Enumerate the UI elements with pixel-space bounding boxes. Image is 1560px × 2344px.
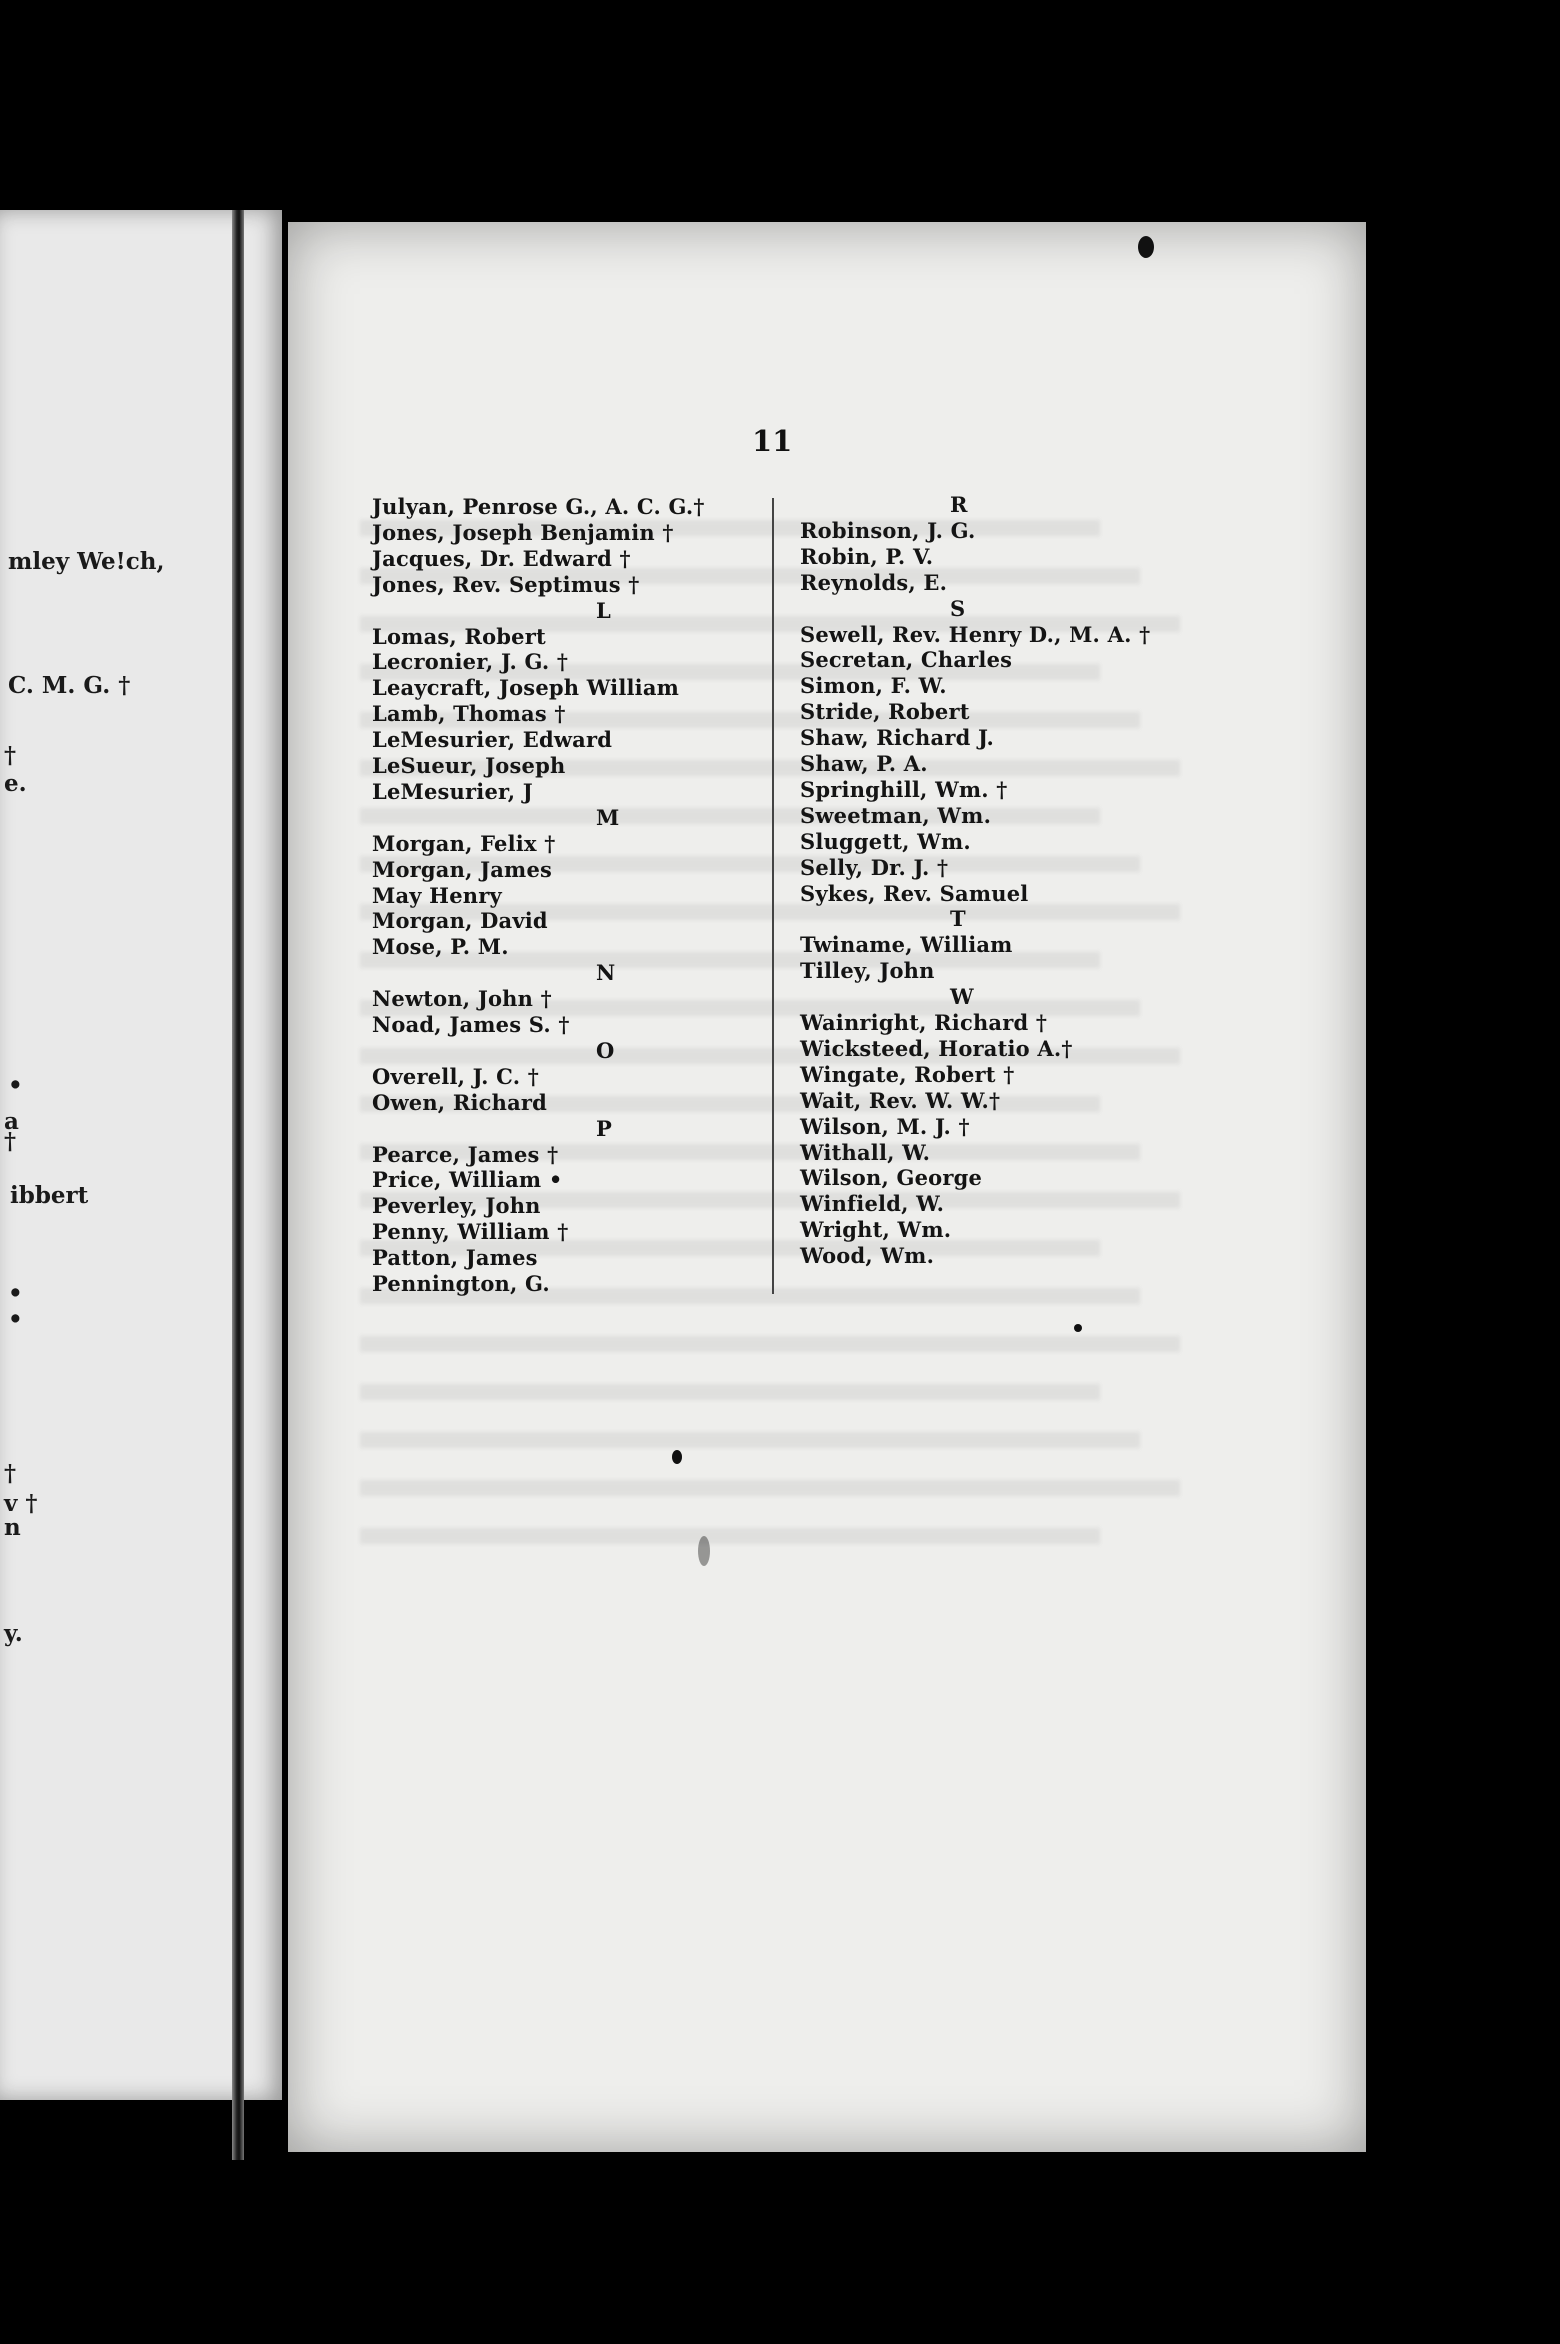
ink-speck [698,1536,710,1566]
name-entry: Owen, Richard [372,1089,548,1115]
column-divider [772,498,774,1294]
section-letter: M [596,804,620,830]
name-entry: Penny, William † [372,1219,569,1245]
section-letter: P [596,1115,612,1141]
section-letter: S [950,595,966,621]
name-entry: Simon, F. W. [800,673,947,699]
name-entry: Pearce, James † [372,1141,559,1167]
section-letter: W [950,984,974,1010]
name-entry: Julyan, Penrose G., A. C. G.† [372,494,705,519]
name-entry: Robinson, J. G. [800,517,976,543]
name-entry: Shaw, P. A. [800,751,928,776]
name-entry: May Henry [372,882,502,908]
left-page-fragment-text: • [8,1306,23,1333]
name-entry: Wainright, Richard † [800,1010,1048,1035]
name-entry: LeMesurier, J [372,778,533,804]
name-entry: Mose, P. M. [372,934,509,960]
name-entry: Winfield, W. [800,1191,945,1217]
name-entry: Newton, John † [372,986,552,1012]
name-entry: Jacques, Dr. Edward † [372,545,631,571]
name-entry: Shaw, Richard J. [800,725,994,751]
name-entry: Wright, Wm. [800,1217,952,1243]
section-letter: O [596,1037,615,1063]
name-entry: LeSueur, Joseph [372,753,566,778]
section-letter: R [950,492,968,517]
name-entry: Overell, J. C. † [372,1063,539,1089]
page-number: 11 [752,424,793,458]
name-entry: Sykes, Rev. Samuel [800,880,1029,906]
name-entry: Jones, Rev. Septimus † [372,571,640,597]
name-entry: Lamb, Thomas † [372,701,566,727]
name-entry: Leaycraft, Joseph William [372,675,680,701]
name-entry: Sluggett, Wm. [800,828,971,854]
name-entry: Sweetman, Wm. [800,802,992,828]
name-entry: Reynolds, E. [800,569,948,595]
name-entry: Springhill, Wm. † [800,776,1008,802]
name-entry: Wood, Wm. [800,1243,935,1269]
book-spine [232,210,244,2160]
name-entry: Wingate, Robert † [800,1061,1015,1087]
left-page-fragment-text: † [4,742,17,769]
left-page-fragment-text: v † [4,1490,38,1517]
left-page-fragment-text: ibbert [10,1182,89,1209]
left-page-fragment-text: C. M. G. † [8,672,131,699]
name-entry: Withall, W. [800,1139,931,1165]
bleed-line [360,1384,1100,1400]
ink-speck [1138,236,1154,258]
name-entry: Morgan, James [372,856,553,882]
name-entry: Pennington, G. [372,1271,550,1296]
name-entry: Price, William • [372,1167,563,1193]
left-page-fragment-text: e. [4,770,27,797]
left-page-fragment-text: • [8,1072,23,1099]
name-entry: Lecronier, J. G. † [372,649,569,675]
bleed-line [360,1432,1140,1448]
bleed-line [360,1480,1180,1496]
left-page-fragment-text: n [4,1514,21,1541]
name-entry: Wicksteed, Horatio A.† [800,1035,1073,1061]
section-letter: N [596,960,616,986]
name-entry: Patton, James [372,1245,538,1271]
bleed-line [360,1528,1100,1544]
name-entry: Jones, Joseph Benjamin † [372,519,674,545]
name-entry: Wilson, M. J. † [800,1113,970,1139]
name-entry: Noad, James S. † [372,1012,570,1037]
name-entry: Twiname, William [800,932,1013,958]
name-entry: Tilley, John [800,958,935,984]
left-page-fragment-text: • [8,1280,23,1307]
ink-speck [672,1450,682,1464]
left-page-fragment-text: a [4,1108,19,1135]
bleed-line [360,1336,1180,1352]
name-entry: Sewell, Rev. Henry D., M. A. † [800,621,1151,647]
left-page-fragment-text: mley We!ch, [8,548,165,575]
name-entry: Morgan, Felix † [372,830,556,856]
ink-speck [1074,1324,1082,1332]
left-page-fragment-text: y. [4,1620,23,1647]
name-entry: Wait, Rev. W. W.† [800,1087,1001,1113]
left-page-fragment-text: † [4,1460,17,1487]
name-entry: Wilson, George [800,1165,983,1191]
section-letter: T [950,906,966,932]
name-entry: Stride, Robert [800,699,970,725]
name-entry: Lomas, Robert [372,623,546,649]
name-entry: Robin, P. V. [800,543,934,569]
name-entry: Secretan, Charles [800,647,1013,673]
left-page-fragment-text: † [4,1128,17,1155]
name-entry: Peverley, John [372,1193,541,1219]
name-entry: Morgan, David [372,908,548,934]
name-entry: Selly, Dr. J. † [800,854,949,880]
section-letter: L [596,597,611,623]
name-entry: LeMesurier, Edward [372,727,613,753]
